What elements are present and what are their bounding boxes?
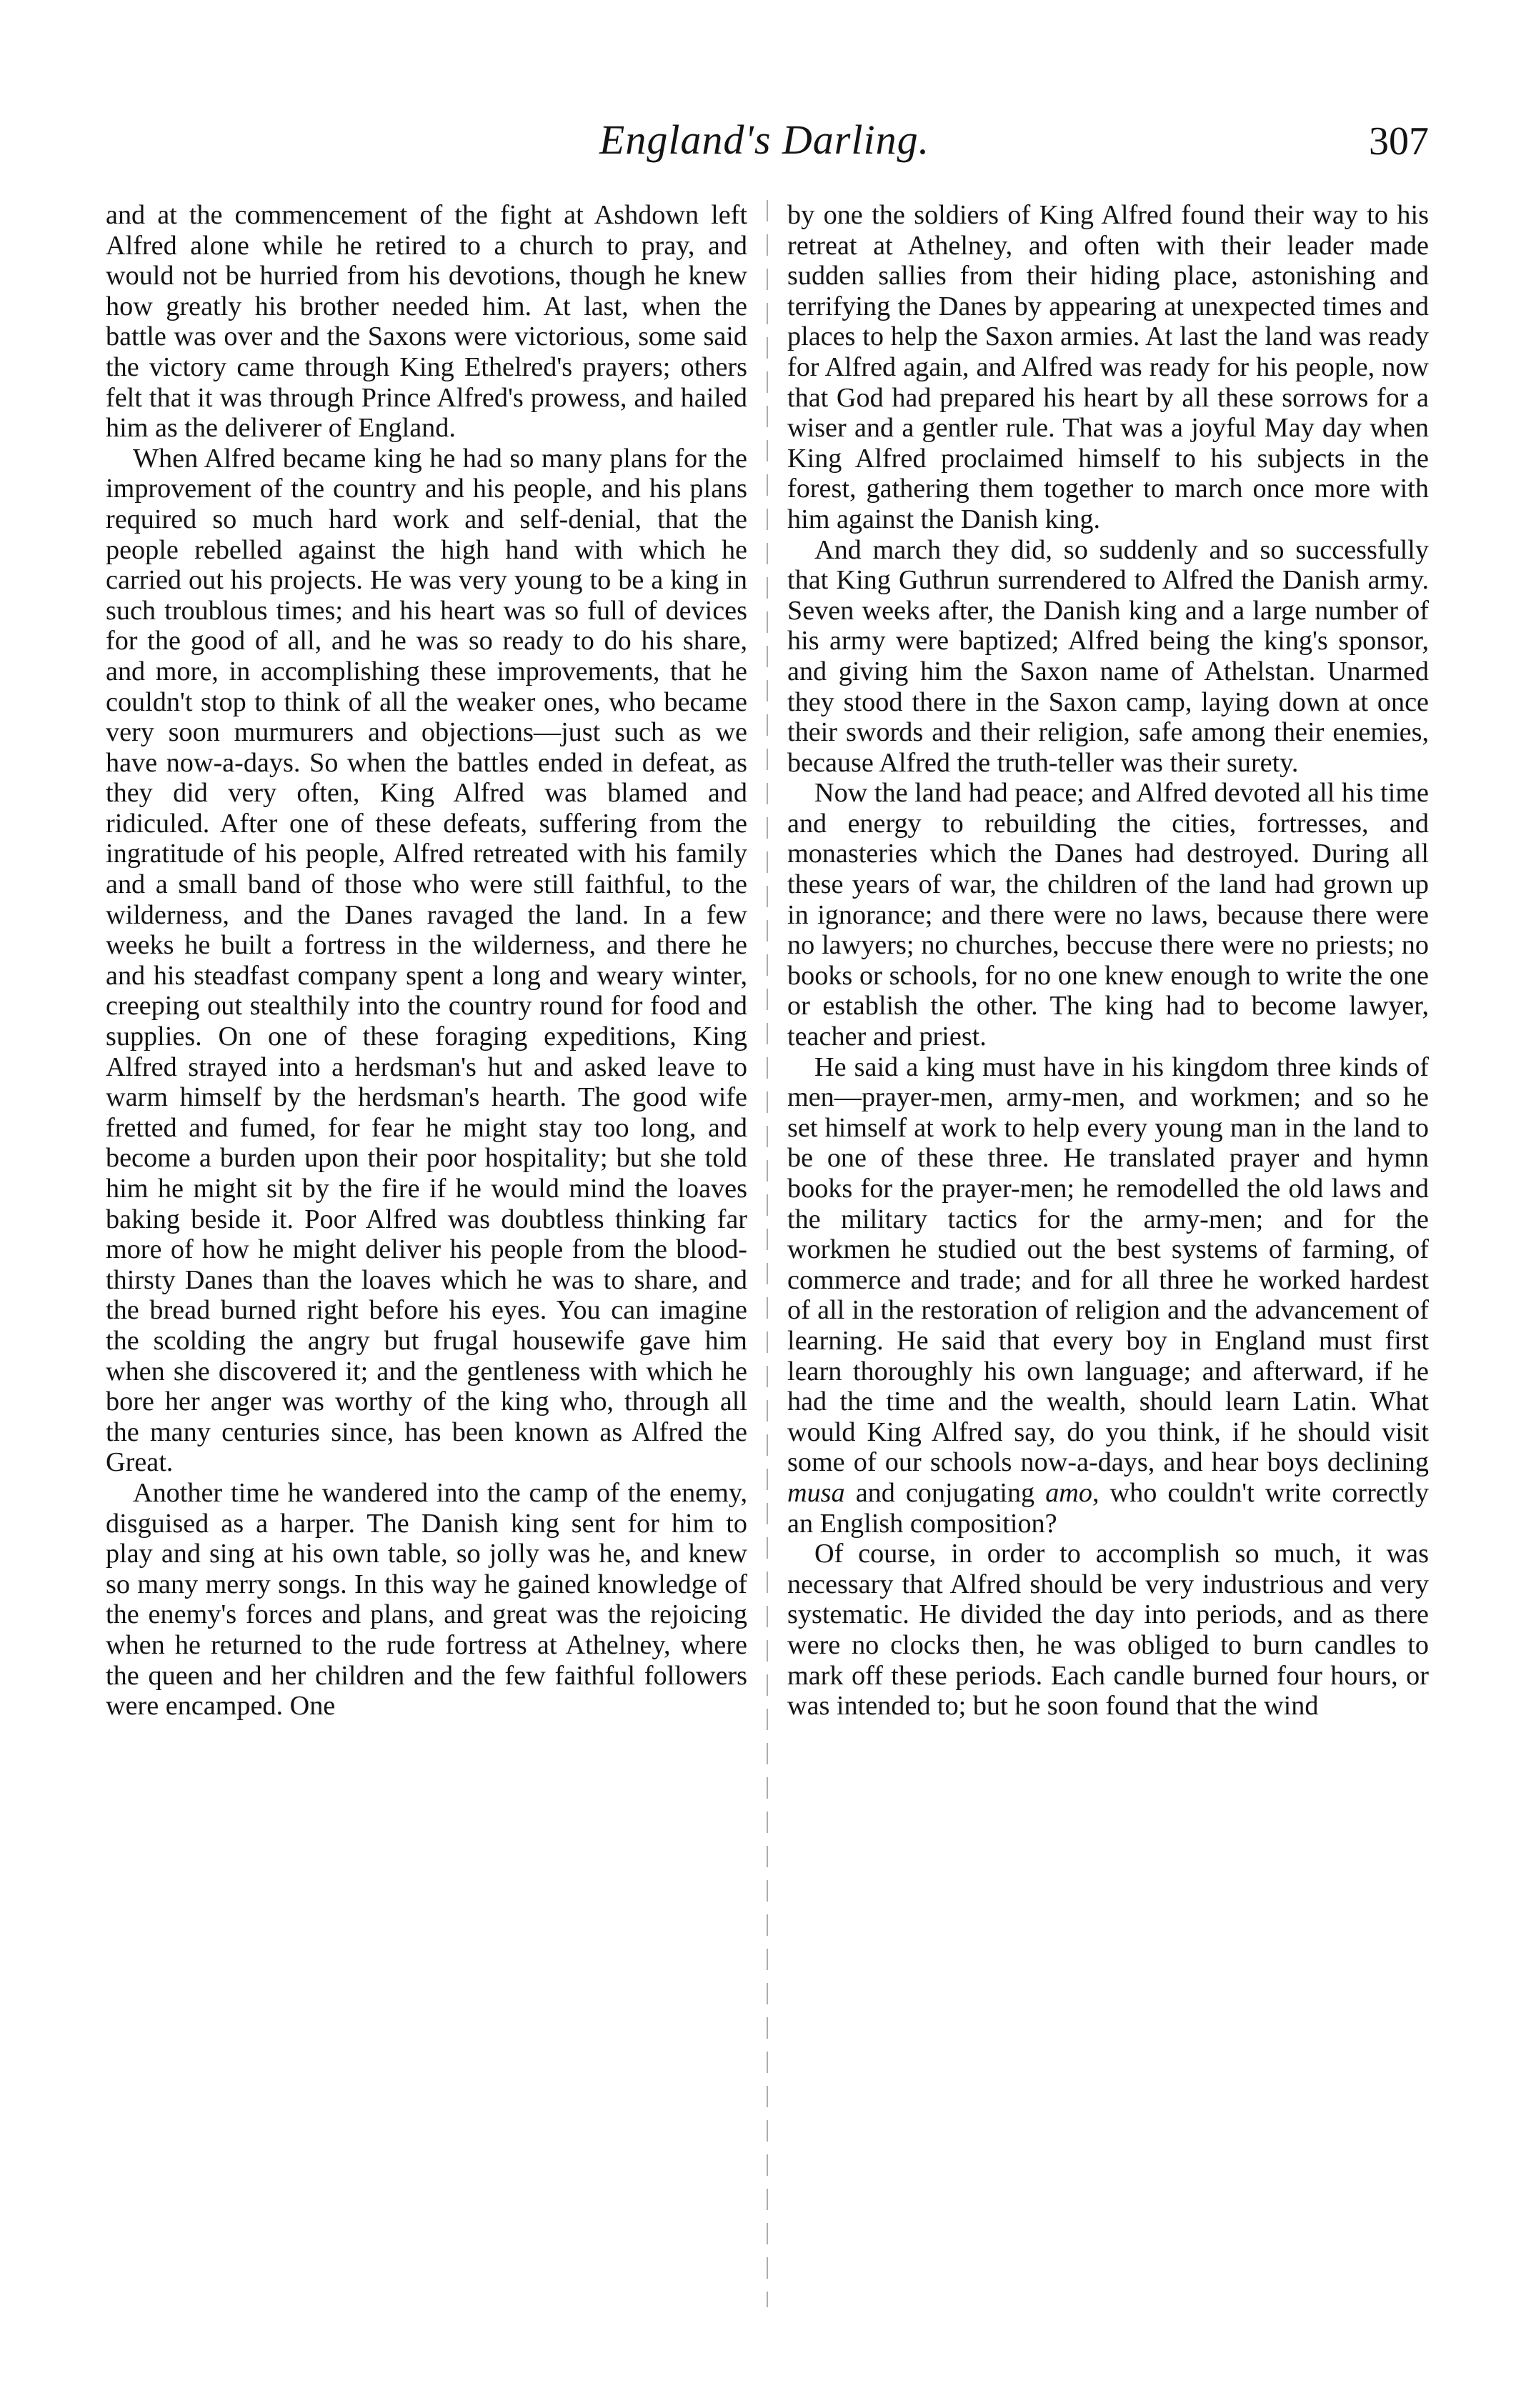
paragraph: Now the land had peace; and Alfred devoted all his time and energy to rebuilding the cities, fortresses, and monasteries which the Danes had destroyed. During all these years of war, the children of the land had grown up in ignorance; and there were no laws, because there were no lawyers; no churches, beccuse there were no priests; no books or schools, for no one knew enough to write the one or establish the other. The king had to become lawyer, teacher and priest. (787, 778, 1429, 1052)
paragraph (787, 1052, 1429, 1539)
paragraph: Another time he wandered into the camp of the enemy, disguised as a harper. The Danish king sent for him to play and sing at his own table, so jolly was he, and knew so many merry songs. In this way he gained knowledge of the enemy's forces and plans, and great was the rejoicing when he returned to the rude fortress at Athelney, where the queen and her children and the few faithful followers were encamped. One (106, 1477, 747, 1722)
latin-word-musa: musa (787, 1477, 845, 1508)
left-column (106, 200, 747, 2307)
text-run: and conjugating (855, 1477, 1035, 1508)
paragraph: by one the soldiers of King Alfred found their way to his retreat at Athelney, and often with their leader made sudden sallies from their hiding place, astonishing and terrifying the Danes by appearing at unexpected times and places to help the Saxon armies. At last the land was ready for Alfred again, and Alfred was ready for his people, now that God had prepared his heart by all these sorrows for a wiser and a gentler rule. That was a joyful May day when King Alfred proclaimed himself to his subjects in the forest, gathering them together to march once more with him against the Danish king. (787, 200, 1429, 534)
page-header (100, 116, 1429, 180)
paragraph: Of course, in order to accomplish so much, it was necessary that Alfred should be very industrious and very systematic. He divided the day into periods, and as there were no clocks then, he was obliged to burn candles to mark off these periods. Each candle burned four hours, or was intended to; but he soon found that the wind (787, 1539, 1429, 1722)
running-title: England's Darling. (599, 116, 930, 163)
page-number: 307 (1369, 119, 1429, 164)
column-divider (767, 200, 768, 2307)
paragraph: And march they did, so suddenly and so successfully that King Guthrun surrendered to Alfred the Danish army. Seven weeks after, the Danish king and a large number of his army were baptized; Alfred being the king's sponsor, and giving him the Saxon name of Athelstan. Unarmed they stood there in the Saxon camp, laying down at once their swords and their religion, safe among their enemies, because Alfred the truth-teller was their surety. (787, 534, 1429, 778)
text-run: He said a king must have in his kingdom three kinds of men—prayer-men, army-men, and workmen; and so he set himself at work to help every young man in the land to be one of these three. He translated prayer and hymn books for the prayer-men; he remodelled the old laws and the military tactics for the army-men; and for the workmen he studied out the best systems of farming, of commerce and trade; and for all three he worked hardest of all in the restoration of religion and the advancement of learning. He said that every boy in England must first learn thoroughly his own language; and afterward, if he had the time and the wealth, should learn Latin. What would King Alfred say, do you think, if he should visit some of our schools now-a-days, and hear boys declining (787, 1051, 1429, 1478)
text-columns (106, 200, 1429, 2307)
text-run: , who couldn't write correctly an English composition? (787, 1477, 1429, 1539)
paragraph: When Alfred became king he had so many plans for the improvement of the country and his people, and his plans required so much hard work and self-denial, that the people rebelled against the high hand with which he carried out his projects. He was very young to be a king in such troublous times; and his heart was so full of devices for the good of all, and he was so ready to do his share, and more, in accomplishing these improvements, that he couldn't stop to think of all the weaker ones, who became very soon murmurers and objections—just such as we have now-a-days. So when the battles ended in defeat, as they did very often, King Alfred was blamed and ridiculed. After one of these defeats, suffering from the ingratitude of his people, Alfred retreated with his family and a small band of those who were still faithful, to the wilderness, and the Danes ravaged the land. In a few weeks he built a fortress in the wilderness, and there he and his steadfast company spent a long and weary winter, creeping out stealthily into the country round for food and supplies. On one of these foraging expeditions, King Alfred strayed into a herdsman's hut and asked leave to warm himself by the herdsman's hearth. The good wife fretted and fumed, for fear he might stay too long, and become a burden upon their poor hospitality; but she told him he might sit by the fire if he would mind the loaves baking beside it. Poor Alfred was doubtless thinking far more of how he might deliver his people from the blood-thirsty Danes than the loaves which he was to share, and the bread burned right before his eyes. You can imagine the scolding the angry but frugal housewife gave him when she discovered it; and the gentleness with which he bore her anger was worthy of the king who, through all the many centuries since, has been known as Alfred the Great. (106, 443, 747, 1478)
latin-word-amo: amo (1045, 1477, 1092, 1508)
right-column (787, 200, 1429, 2307)
paragraph: and at the commencement of the fight at Ashdown left Alfred alone while he retired to a church to pray, and would not be hurried from his devotions, though he knew how greatly his brother needed him. At last, when the battle was over and the Saxons were victorious, some said the victory came through King Ethelred's prayers; others felt that it was through Prince Alfred's prowess, and hailed him as the deliverer of England. (106, 200, 747, 444)
